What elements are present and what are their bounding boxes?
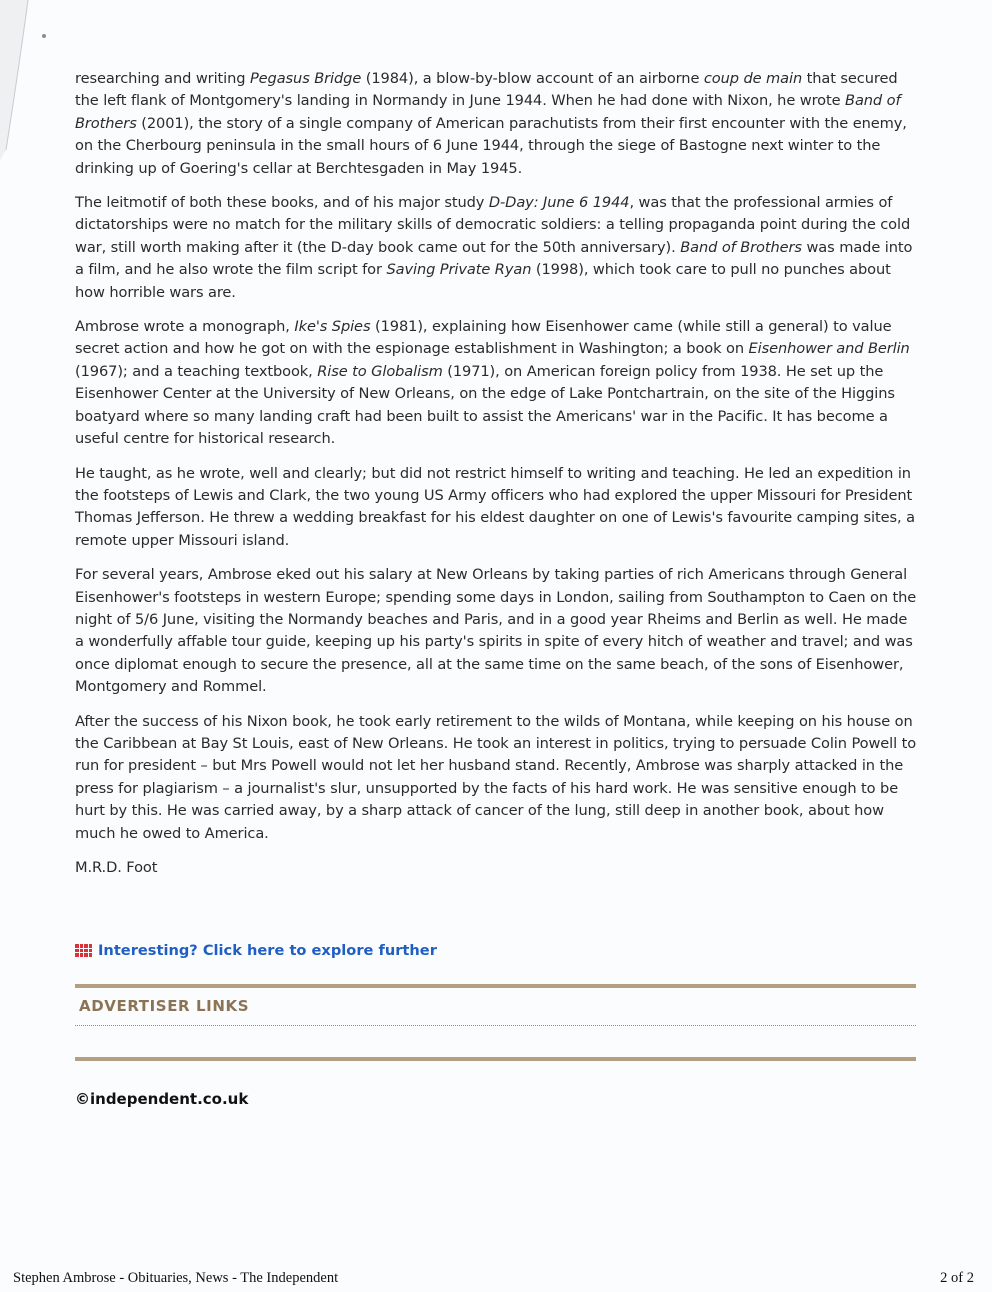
advertiser-links-heading: ADVERTISER LINKS: [79, 997, 250, 1015]
dotted-divider: [75, 1025, 916, 1026]
text: (2001), the story of a single company of American parachutists from their first encounter with the enemy, on the Cherbourg peninsula in the small hours of 6 June 1944, through the siege of Bastogne next winter to the drinking up of Goering's cellar at Berchtesgaden in May 1945.: [75, 114, 907, 177]
footer-page-number: 2 of 2: [940, 1270, 974, 1286]
text: Ambrose wrote a monograph,: [75, 318, 295, 336]
grid-icon: [75, 944, 92, 957]
book-title: Pegasus Bridge: [249, 70, 362, 87]
paragraph-5: For several years, Ambrose eked out his salary at New Orleans by taking parties of rich Americans through General Eisenhower's footsteps in western Europe; spending some days in London, sailing from Southampton to Caen on the night of 5/6 June, visiting the Normandy beaches and Paris, and in a good year Rheims and Berlin as well. He made a wonderfully affable tour guide, keeping up his party's spirits in spite of every hitch of weather and travel; and was once diplomat enough to secure the presence, all at the same time on the same beach, of the sons of Eisenhower, Montgomery and Rommel.: [75, 566, 917, 696]
italic-phrase: coup de main: [703, 70, 803, 87]
copyright-notice: ©independent.co.uk: [75, 1090, 249, 1108]
text: (1998), which took care to pull no punches about how horrible wars are.: [75, 261, 891, 301]
paragraph-4: He taught, as he wrote, well and clearly; but did not restrict himself to writing and teaching. He led an expedition in the footsteps of Lewis and Clark, the two young US Army officers who had explored the upper Missouri for President Thomas Jefferson. He threw a wedding breakfast for his eldest daughter on one of Lewis's favourite camping sites, a remote upper Missouri island.: [75, 464, 915, 549]
footer-page-title: Stephen Ambrose - Obituaries, News - The Independent: [13, 1270, 339, 1286]
text: that secured the left flank of Montgomery's landing in Normandy in June 1944. When he had done with Nixon, he wrote: [75, 70, 898, 110]
explore-link-text[interactable]: Interesting? Click here to explore further: [98, 942, 437, 959]
page-curl: [0, 0, 60, 160]
film-title: Saving Private Ryan: [386, 261, 532, 279]
text: (1981), explaining how Eisenhower came (while still a general) to value secret action and how he got on with the espionage establishment in Washington; a book on: [75, 318, 892, 358]
article-body: [75, 68, 920, 891]
paragraph-2: [75, 192, 920, 304]
text: researching and writing: [75, 70, 250, 87]
text: (1967); and a teaching textbook,: [75, 362, 318, 380]
book-title: Ike's Spies: [294, 318, 371, 336]
book-title: D-Day: June 6 1944: [488, 194, 630, 212]
section-divider: [75, 984, 916, 988]
text: (1984), a blow-by-blow account of an airborne: [361, 70, 704, 87]
book-title: Eisenhower and Berlin: [748, 340, 910, 358]
explore-further-link[interactable]: [75, 942, 437, 959]
byline: M.R.D. Foot: [75, 859, 158, 876]
book-title: Band of Brothers: [680, 238, 802, 256]
text: was made into a film, and he also wrote the film script for: [75, 238, 913, 279]
paragraph-1: [75, 68, 920, 180]
book-title: Band of Brothers: [75, 92, 901, 132]
text: The leitmotif of both these books, and of his major study: [75, 194, 489, 212]
text: (1971), on American foreign policy from 1938. He set up the Eisenhower Center at the University of New Orleans, on the edge of Lake Pontchartrain, on the site of the Higgins boatyard where so many landing craft had been built to assist the Americans' war in the Pacific. It has become a useful centre for historical research.: [75, 362, 895, 448]
print-footer: [13, 1270, 974, 1287]
book-title: Rise to Globalism: [317, 362, 443, 380]
paragraph-3: [75, 316, 920, 450]
paragraph-6: After the success of his Nixon book, he took early retirement to the wilds of Montana, while keeping on his house on the Caribbean at Bay St Louis, east of New Orleans. He took an interest in politics, trying to persuade Colin Powell to run for president – but Mrs Powell would not let her husband stand. Recently, Ambrose was sharply attacked in the press for plagiarism – a journalist's slur, unsupported by the facts of his hard work. He was sensitive enough to be hurt by this. He was carried away, by a sharp attack of cancer of the lung, still deep in another book, about how much he owed to America.: [75, 712, 917, 842]
text: , was that the professional armies of dictatorships were no match for the military skills of democratic soldiers: a telling propaganda point during the cold war, still worth making after it (the D-day book came out for the 50th anniversary).: [75, 194, 911, 256]
section-divider: [75, 1057, 916, 1061]
